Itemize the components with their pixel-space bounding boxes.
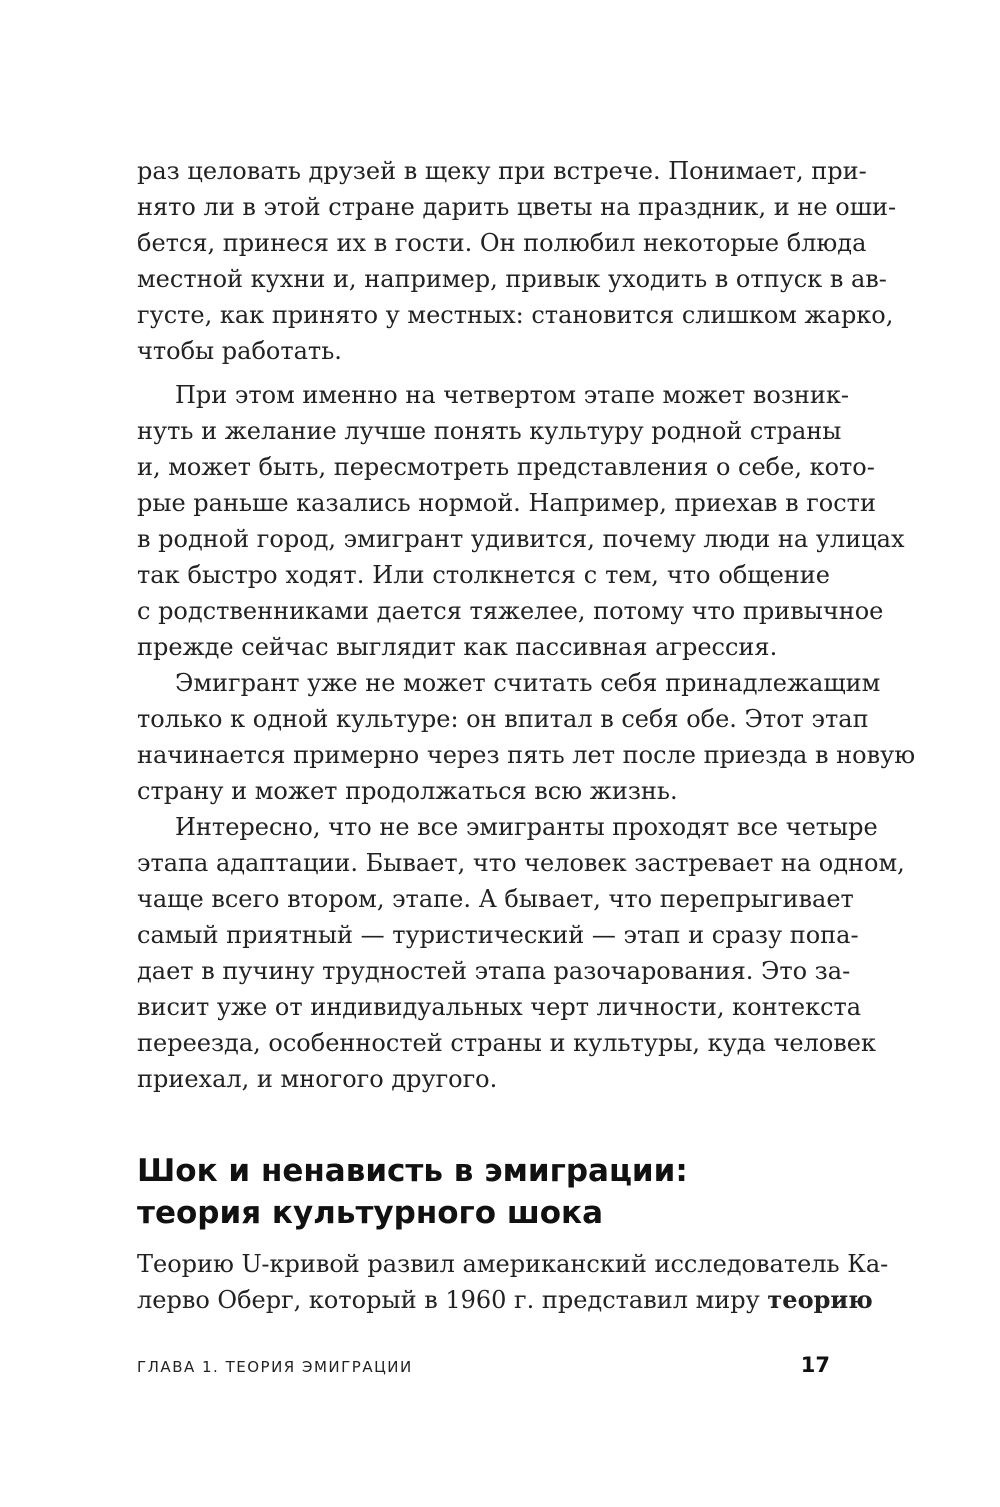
text-line: Интересно, что не все эмигранты проходят все четыре — [175, 813, 878, 841]
text-line: чтобы работать. — [137, 337, 342, 365]
page-number: 17 — [800, 1353, 830, 1377]
text-line: начинается примерно через пять лет после приезда в новую — [137, 741, 916, 769]
text-line: густе, как принято у местных: становится слишком жарко, — [137, 301, 894, 329]
text-run: лерво Оберг, который в 1960 г. представил миру — [137, 1286, 760, 1314]
text-line: висит уже от индивидуальных черт личности, контекста — [137, 993, 862, 1021]
bold-term: теорию — [767, 1285, 873, 1314]
text-line: Эмигрант уже не может считать себя принадлежащим — [175, 669, 881, 697]
text-line: переезда, особенностей страны и культуры, куда человек — [137, 1029, 876, 1057]
heading-line: Шок и ненависть в эмиграции: — [137, 1153, 688, 1189]
text-line: местной кухни и, например, привык уходить в отпуск в ав- — [137, 265, 887, 293]
text-line: в родной город, эмигрант удивится, почему люди на улицах — [137, 525, 905, 553]
text-line: рые раньше казались нормой. Например, приехав в гости — [137, 489, 876, 517]
text-line: прежде сейчас выглядит как пассивная агрессия. — [137, 633, 778, 661]
text-line: При этом именно на четвертом этапе может возник- — [175, 381, 850, 409]
paragraph-3 — [137, 665, 916, 809]
text-line: Теорию U-кривой развил американский исследователь Ка- — [137, 1250, 889, 1278]
text-line: самый приятный — туристический — этап и сразу попа- — [137, 921, 859, 949]
text-line: раз целовать друзей в щеку при встрече. Понимает, при- — [137, 157, 867, 185]
text-line: так быстро ходят. Или столкнется с тем, что общение — [137, 561, 830, 589]
text-line: нуть и желание лучше понять культуру родной страны — [137, 417, 842, 445]
text-line: бется, принеся их в гости. Он полюбил некоторые блюда — [137, 229, 867, 257]
heading-line: теория культурного шока — [137, 1195, 603, 1231]
text-line: этапа адаптации. Бывает, что человек застревает на одном, — [137, 849, 905, 877]
paragraph-2 — [137, 377, 905, 665]
text-line: дает в пучину трудностей этапа разочарования. Это за- — [137, 957, 851, 985]
paragraph-4 — [137, 809, 905, 1097]
text-line: и, может быть, пересмотреть представления о себе, кото- — [137, 453, 875, 481]
text-line: чаще всего втором, этапе. А бывает, что перепрыгивает — [137, 885, 854, 913]
running-head: ГЛАВА 1. ТЕОРИЯ ЭМИГРАЦИИ — [137, 1358, 413, 1376]
text-line: нято ли в этой стране дарить цветы на праздник, и не оши- — [137, 193, 897, 221]
paragraph-5 — [137, 1246, 889, 1318]
paragraph-1 — [137, 153, 897, 369]
text-line: с родственниками дается тяжелее, потому что привычное — [137, 597, 884, 625]
text-line: только к одной культуре: он впитал в себя обе. Этот этап — [137, 705, 869, 733]
text-line — [137, 1282, 873, 1318]
text-line: страну и может продолжаться всю жизнь. — [137, 777, 678, 805]
text-line: приехал, и многого другого. — [137, 1065, 498, 1093]
section-heading — [137, 1150, 837, 1234]
